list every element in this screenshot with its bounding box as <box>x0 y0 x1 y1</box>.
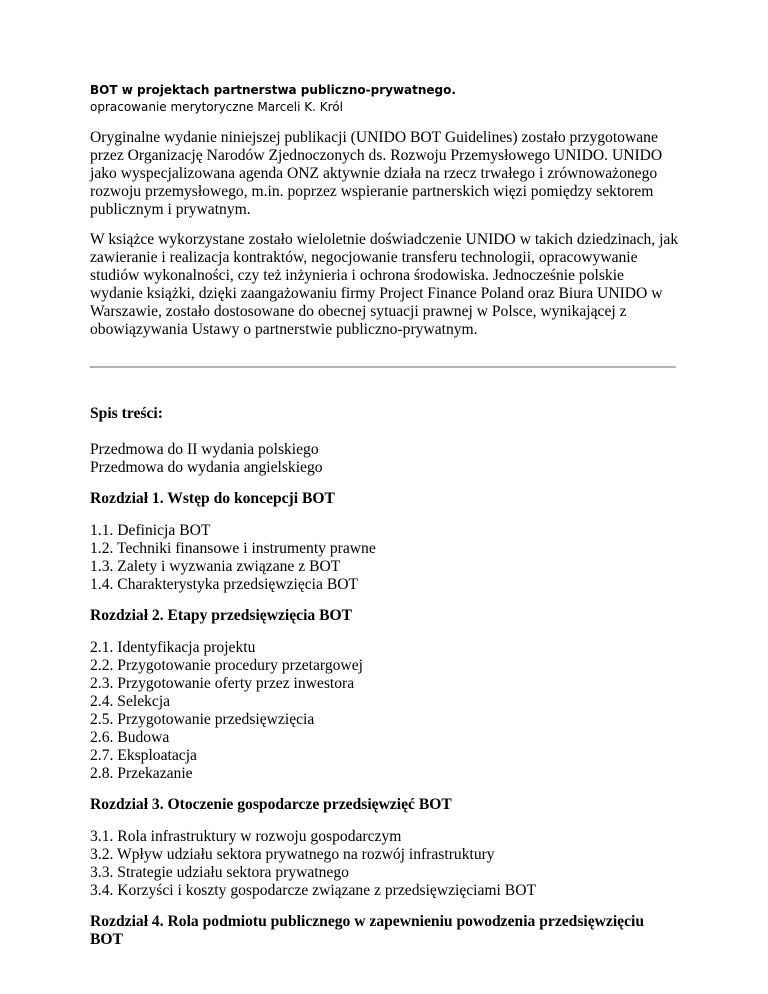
intro-paragraph-1: Oryginalne wydanie niniejszej publikacji (UNIDO BOT Guidelines) zostało przygotowane przez Organizację Narodów Zjednoczonych ds. Rozwoju Przemysłowego UNIDO. UNIDO jako wyspecjalizowana agenda ONZ aktywnie działa na rzecz trwałego i zrównoważonego rozwoju przemysłowego, m.in. poprzez wspieranie partnerskich więzi pomiędzy sektorem publicznym i prywatnym. <box>90 129 663 218</box>
toc-item: 1.2. Techniki finansowe i instrumenty prawne <box>90 540 376 557</box>
chapter-3-heading: Rozdział 3. Otoczenie gospodarcze przedsięwzięć BOT <box>90 796 452 813</box>
toc-item: 3.2. Wpływ udziału sektora prywatnego na rozwój infrastruktury <box>90 846 495 863</box>
toc-title: Spis treści: <box>90 405 163 422</box>
toc-item: 2.4. Selekcja <box>90 693 171 710</box>
toc-item: 2.2. Przygotowanie procedury przetargowej <box>90 657 363 674</box>
toc-item: 2.5. Przygotowanie przedsięwzięcia <box>90 711 315 728</box>
preface-item: Przedmowa do wydania angielskiego <box>90 459 323 476</box>
document-subtitle: opracowanie merytoryczne Marceli K. Król <box>90 100 343 114</box>
toc-item: 2.1. Identyfikacja projektu <box>90 639 256 656</box>
toc-item: 2.7. Eksploatacja <box>90 747 197 764</box>
toc-item: 1.1. Definicja BOT <box>90 522 211 539</box>
toc-item: 3.3. Strategie udziału sektora prywatnego <box>90 864 349 881</box>
intro-paragraph-2: W książce wykorzystane zostało wieloletnie doświadczenie UNIDO w takich dziedzinach, jak zawieranie i realizacja kontraktów, negocjowanie transferu technologii, opracowywanie studiów wykonalności, czy też inżynieria i ochrona środowiska. Jednocześnie polskie wydanie książki, dzięki zaangażowaniu firmy Project Finance Poland oraz Biura UNIDO w Warszawie, zostało dostosowane do obecnej sytuacji prawnej w Polsce, wynikającej z obowiązywania Ustawy o partnerstwie publiczno-prywatnym. <box>90 231 679 338</box>
preface-item: Przedmowa do II wydania polskiego <box>90 441 319 458</box>
toc-item: 2.6. Budowa <box>90 729 170 746</box>
document-title: BOT w projektach partnerstwa publiczno-prywatnego. <box>90 83 456 97</box>
toc-item: 2.3. Przygotowanie oferty przez inwestora <box>90 675 355 692</box>
toc-item: 3.1. Rola infrastruktury w rozwoju gospodarczym <box>90 828 402 845</box>
toc-item: 2.8. Przekazanie <box>90 765 193 782</box>
chapter-1-list <box>90 522 680 594</box>
chapter-3-list <box>90 828 680 900</box>
chapter-1-heading: Rozdział 1. Wstęp do koncepcji BOT <box>90 490 335 507</box>
chapter-4-heading: Rozdział 4. Rola podmiotu publicznego w zapewnieniu powodzenia przedsięwzięciu BOT <box>90 913 645 948</box>
horizontal-divider <box>90 366 676 368</box>
toc-item: 1.4. Charakterystyka przedsięwzięcia BOT <box>90 576 359 593</box>
toc-item: 3.4. Korzyści i koszty gospodarcze związane z przedsięwzięciami BOT <box>90 882 536 899</box>
chapter-2-heading: Rozdział 2. Etapy przedsięwzięcia BOT <box>90 607 353 624</box>
document-page <box>90 82 680 949</box>
toc-item: 1.3. Zalety i wyzwania związane z BOT <box>90 558 341 575</box>
preface-list <box>90 441 680 477</box>
chapter-2-list <box>90 639 680 783</box>
